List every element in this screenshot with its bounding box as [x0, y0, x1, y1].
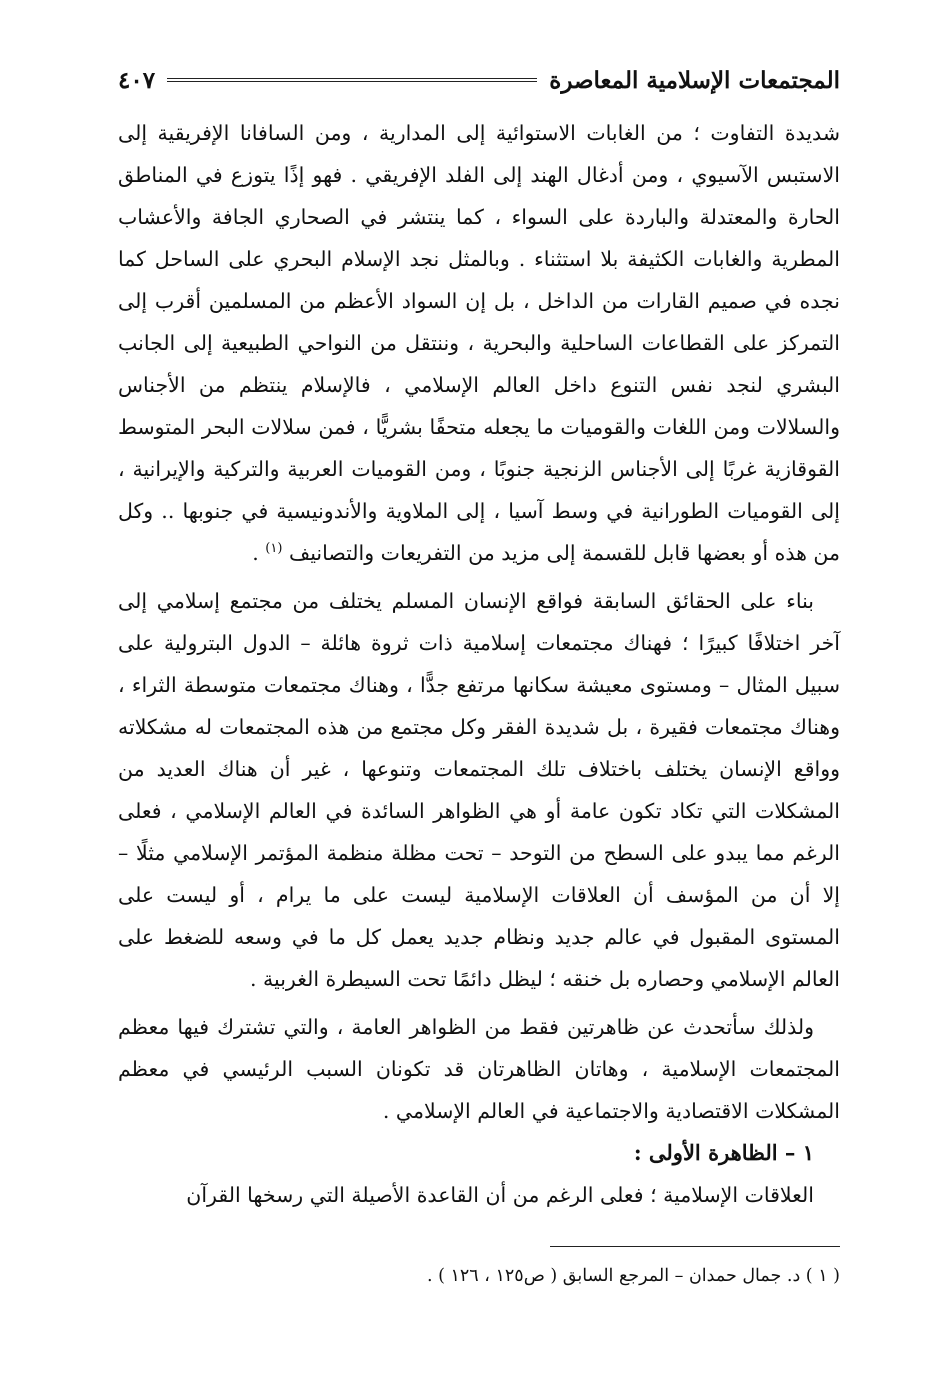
paragraph-2: بناء على الحقائق السابقة فواقع الإنسان المسلم يختلف من مجتمع إسلامي إلى آخر اختلافًا كبيرًا ؛ فهناك مجتمعات إسلامية ذات ثروة هائلة – الدول البترولية على سبيل المثال – ومستوى معيشة سكانها مرتفع جدًّا ، وهناك مجتمعات متوسطة الثراء ، وهناك مجتمعات فقيرة ، بل شديدة الفقر وكل مجتمع من هذه المجتمعات له مشكلاته وواقع الإنسان يختلف باختلاف تلك المجتمعات وتنوعها ، غير أن هناك العديد من المشكلات التي تكاد تكون عامة أو هي الظواهر السائدة في العالم الإسلامي ، فعلى الرغم مما يبدو على السطح من التوحد – تحت مظلة منظمة المؤتمر الإسلامي مثلًا – إلا أن من المؤسف أن العلاقات الإسلامية ليست على ما يرام ، أو ليست على المستوى المقبول في عالم جديد ونظام جديد يعمل كل ما في وسعه للضغط على العالم الإسلامي وحصاره بل خنقه ؛ ليظل دائمًا تحت السيطرة الغربية . — [118, 589, 840, 991]
paragraph-1 — [118, 112, 840, 574]
header-rule — [167, 78, 537, 82]
section-heading: ١ – الظاهرة الأولى : — [633, 1140, 814, 1165]
running-title: المجتمعات الإسلامية المعاصرة — [549, 66, 840, 94]
footnote-reference: (١) — [265, 541, 283, 557]
footnote: ( ١ ) د. جمال حمدان – المرجع السابق ( ص١٢٥ ، ١٢٦ ) . — [426, 1266, 840, 1286]
paragraph-1-end: . — [252, 541, 266, 565]
body-text — [118, 112, 840, 1216]
book-page — [118, 58, 840, 1338]
running-header — [118, 58, 840, 102]
footnote-rule — [550, 1246, 840, 1247]
paragraph-4: العلاقات الإسلامية ؛ فعلى الرغم من أن القاعدة الأصيلة التي رسخها القرآن — [186, 1183, 814, 1207]
paragraph-3: ولذلك سأتحدث عن ظاهرتين فقط من الظواهر العامة ، والتي تشترك فيها معظم المجتمعات الإسلامية ، وهاتان الظاهرتان قد تكونان السبب الرئيسي في معظم المشكلات الاقتصادية والاجتماعية في العالم الإسلامي . — [118, 1015, 840, 1123]
paragraph-1-text: شديدة التفاوت ؛ من الغابات الاستوائية إلى المدارية ، ومن السافانا الإفريقية إلى الاستبس الآسيوي ، ومن أدغال الهند إلى الفلد الإفريقي . فهو إذًا يتوزع في المناطق الحارة والمعتدلة والباردة على السواء ، كما ينتشر في الصحاري الجافة والأعشاب المطرية والغابات الكثيفة بلا استثناء . وبالمثل نجد الإسلام البحري على الساحل كما نجده في صميم القارات من الداخل ، بل إن السواد الأعظم من المسلمين أقرب إلى التمركز على القطاعات الساحلية والبحرية ، وننتقل من النواحي الطبيعية إلى الجانب البشري لنجد نفس التنوع داخل العالم الإسلامي ، فالإسلام ينتظم من الأجناس والسلالات ومن اللغات والقوميات ما يجعله متحفًا بشريًّا ، فمن سلالات البحر المتوسط القوقازية غربًا إلى الأجناس الزنجية جنوبًا ، ومن القوميات العربية والتركية والإيرانية ، إلى القوميات الطورانية في وسط آسيا ، إلى الملاوية والأندونيسية في جنوبها .. وكل من هذه أو بعضها قابل للقسمة إلى مزيد من التفريعات والتصانيف — [118, 121, 840, 565]
page-number: ٤٠٧ — [118, 66, 156, 94]
